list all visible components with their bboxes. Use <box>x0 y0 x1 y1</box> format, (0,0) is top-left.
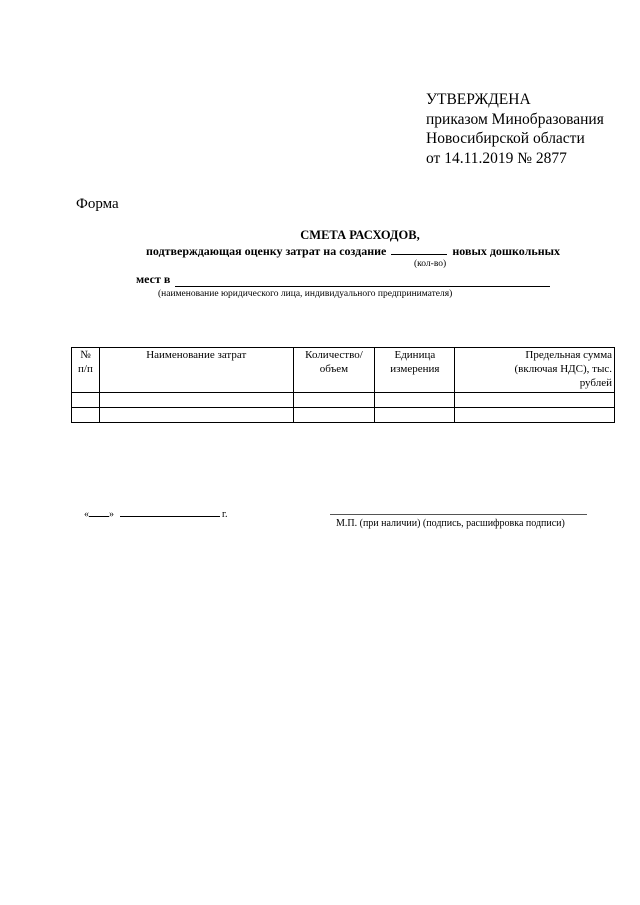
table-cell[interactable] <box>293 393 375 408</box>
table-cell[interactable] <box>72 393 100 408</box>
cost-table <box>71 347 615 423</box>
table-cell[interactable] <box>72 408 100 423</box>
column-header-max-sum: Предельная сумма (включая НДС), тыс. рублей <box>455 348 615 393</box>
date-open-quote: « <box>84 509 89 520</box>
subtitle-start: подтверждающая оценку затрат на создание <box>146 244 387 258</box>
organization-hint: (наименование юридического лица, индивидуального предпринимателя) <box>158 289 453 299</box>
signature-hint: М.П. (при наличии) (подпись, расшифровка подписи) <box>336 518 565 529</box>
table-cell[interactable] <box>99 393 293 408</box>
table-cell[interactable] <box>99 408 293 423</box>
month-blank[interactable] <box>120 508 220 517</box>
approval-line-3: Новосибирской области <box>426 130 585 147</box>
year-suffix: г. <box>222 509 228 520</box>
organization-name-blank[interactable] <box>175 286 550 287</box>
approval-stamp <box>426 90 604 168</box>
quantity-hint: (кол-во) <box>414 259 447 269</box>
table-cell[interactable] <box>375 393 455 408</box>
column-header-unit: Единица измерения <box>375 348 455 393</box>
signature-line[interactable] <box>330 514 587 515</box>
day-blank[interactable] <box>89 508 109 517</box>
subtitle-end: новых дошкольных <box>452 244 560 258</box>
table-header-row <box>72 348 615 393</box>
approval-line-4: от 14.11.2019 № 2877 <box>426 149 567 167</box>
table-cell[interactable] <box>455 393 615 408</box>
document-title: СМЕТА РАСХОДОВ, <box>300 228 420 242</box>
places-label: мест в <box>136 272 171 286</box>
form-label: Форма <box>76 196 119 212</box>
table-row <box>72 408 615 423</box>
table-cell[interactable] <box>455 408 615 423</box>
document-subtitle <box>146 244 560 259</box>
column-header-number: № п/п <box>72 348 100 393</box>
column-header-quantity: Количество/ объем <box>293 348 375 393</box>
table-row <box>72 393 615 408</box>
approval-line-2: приказом Минобразования <box>426 110 604 128</box>
date-close-quote: » <box>109 509 114 520</box>
table-cell[interactable] <box>375 408 455 423</box>
table-cell[interactable] <box>293 408 375 423</box>
approval-line-1: УТВЕРЖДЕНА <box>426 91 531 108</box>
quantity-blank[interactable] <box>391 244 447 255</box>
date-field <box>84 508 227 520</box>
column-header-cost-name: Наименование затрат <box>99 348 293 393</box>
